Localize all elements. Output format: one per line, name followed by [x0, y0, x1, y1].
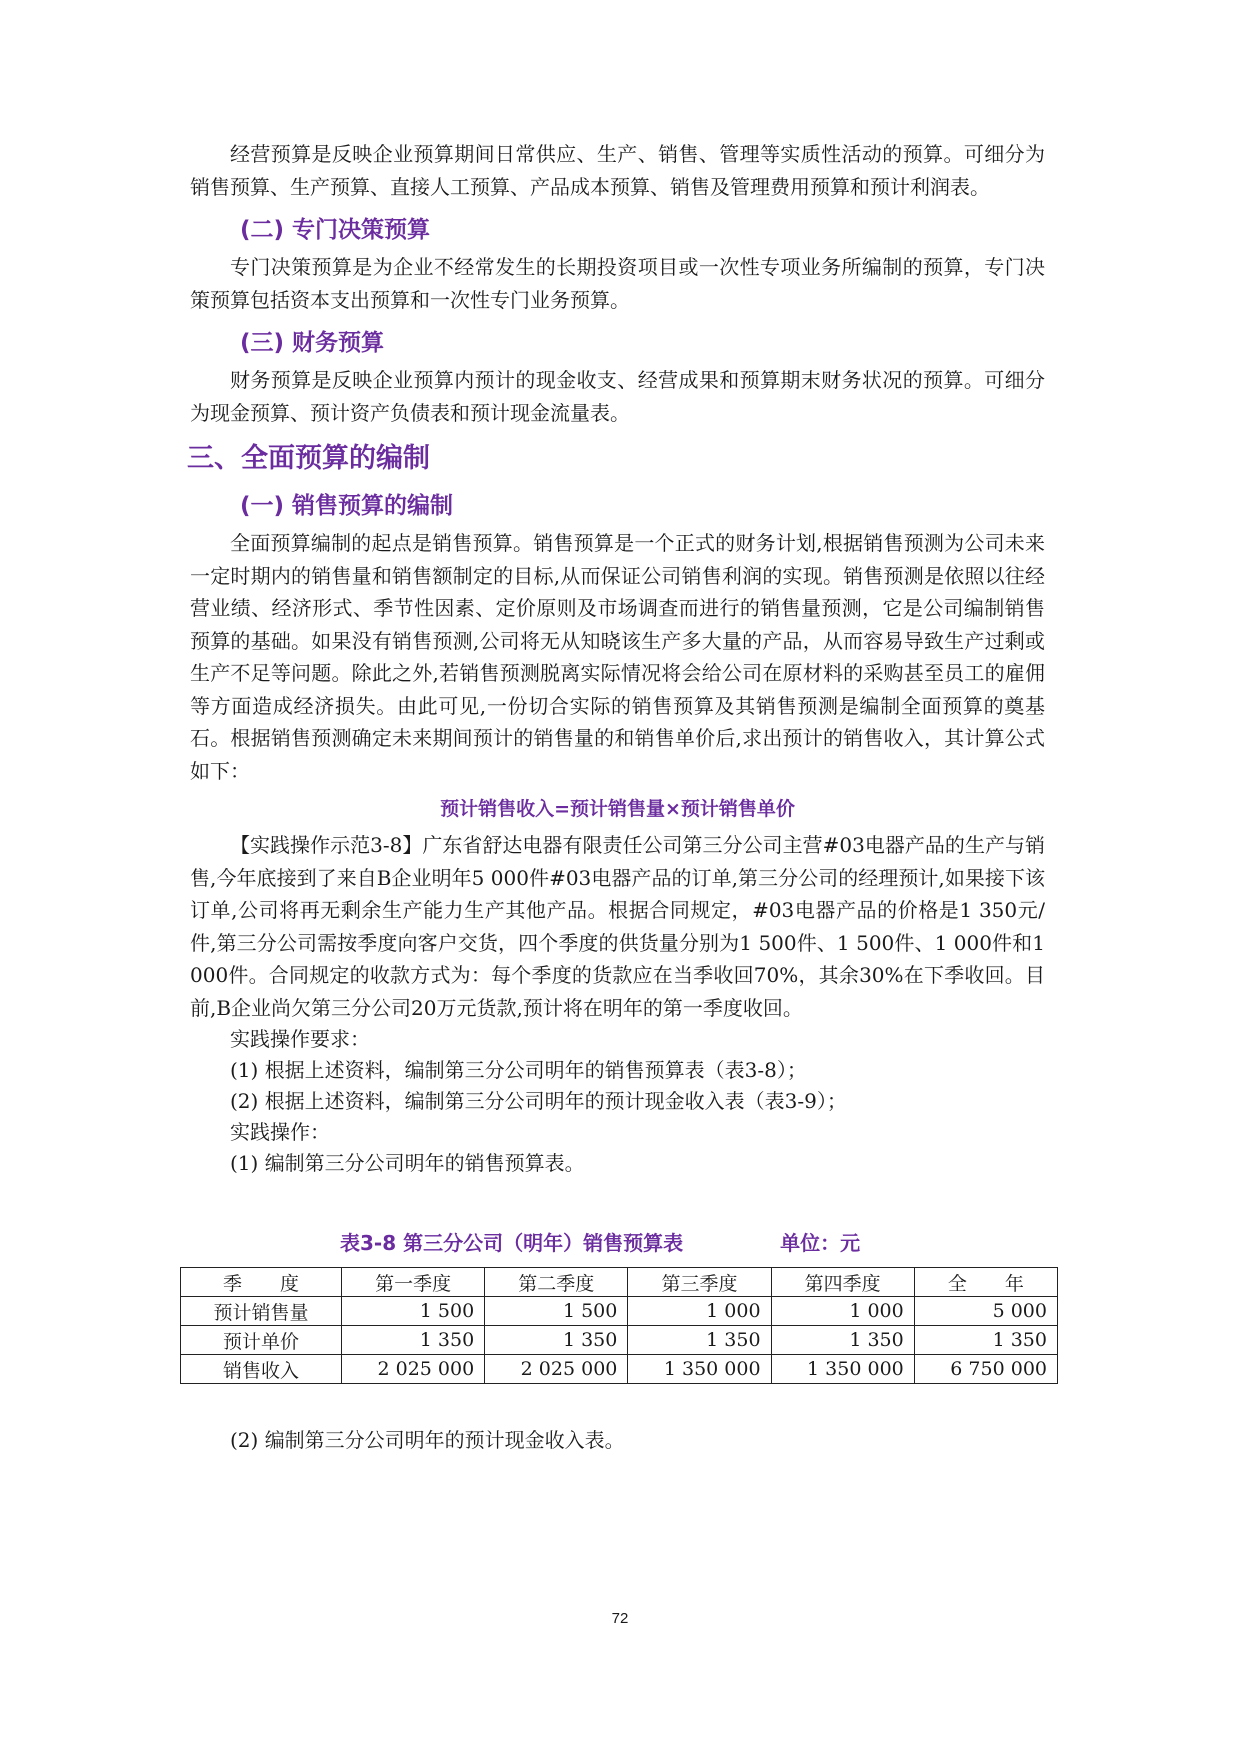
- requirement-item-1: (1) 根据上述资料，编制第三分公司明年的销售预算表（表3-8）；: [230, 1058, 807, 1082]
- table-cell: 2 025 000: [342, 1355, 485, 1384]
- requirements-title: 实践操作要求：: [230, 1027, 370, 1051]
- heading-special-decision-budget: (二) 专门决策预算: [240, 217, 431, 243]
- table-cell: 1 350: [628, 1326, 771, 1355]
- section-heading-budget-compilation: 三、全面预算的编制: [187, 443, 430, 474]
- row-label: 预计单价: [181, 1326, 342, 1355]
- formula-sales-revenue: 预计销售收入=预计销售量×预计销售单价: [440, 798, 795, 820]
- paragraph-special-decision-budget: 专门决策预算是为企业不经常发生的长期投资项目或一次性专项业务所编制的预算，专门决策预算包括资本支出预算和一次性专门业务预算。: [190, 255, 1045, 312]
- operation-item-1: (1) 编制第三分公司明年的销售预算表。: [230, 1151, 585, 1175]
- table-cell: 1 350: [914, 1326, 1057, 1355]
- table-row: [181, 1355, 1058, 1384]
- table-cell: 1 000: [771, 1297, 914, 1326]
- table-cell: 1 350: [771, 1326, 914, 1355]
- table-caption: [190, 1229, 1045, 1257]
- table-cell: 2 025 000: [485, 1355, 628, 1384]
- column-header: 全 年: [914, 1268, 1057, 1297]
- document-page: [187, 138, 1047, 1457]
- table-header-row: [181, 1268, 1058, 1297]
- table-cell: 6 750 000: [914, 1355, 1057, 1384]
- page-number: 72: [611, 1610, 629, 1627]
- column-header: 第二季度: [485, 1268, 628, 1297]
- table-row: [181, 1297, 1058, 1326]
- operation-item-2: (2) 编制第三分公司明年的预计现金收入表。: [230, 1428, 625, 1452]
- table-cell: 1 350 000: [771, 1355, 914, 1384]
- heading-financial-budget: (三) 财务预算: [240, 330, 385, 356]
- paragraph-operating-budget: 经营预算是反映企业预算期间日常供应、生产、销售、管理等实质性活动的预算。可细分为销售预算、生产预算、直接人工预算、产品成本预算、销售及管理费用预算和预计利润表。: [190, 142, 1045, 199]
- paragraph-practice-example: 【实践操作示范3-8】广东省舒达电器有限责任公司第三分公司主营#03电器产品的生产与销售,今年底接到了来自B企业明年5 000件#03电器产品的订单,第三分公司的经理预计,如果接下该订单,公司将再无剩余生产能力生产其他产品。根据合同规定，#03电器产品的价格是1 350元/件,第三分公司需按季度向客户交货，四个季度的供货量分别为1 500件、1 500件、1 000件和1 000件。合同规定的收款方式为：每个季度的货款应在当季收回70%，其余30%在下季收回。目前,B企业尚欠第三分公司20万元货款,预计将在明年的第一季度收回。: [190, 833, 1045, 1020]
- table-cell: 1 350: [485, 1326, 628, 1355]
- sales-budget-table: [180, 1267, 1058, 1384]
- table-title: 表3-8 第三分公司（明年）销售预算表: [340, 1231, 684, 1255]
- table-cell: 5 000: [914, 1297, 1057, 1326]
- column-header: 第四季度: [771, 1268, 914, 1297]
- column-header: 第三季度: [628, 1268, 771, 1297]
- paragraph-sales-budget: 全面预算编制的起点是销售预算。销售预算是一个正式的财务计划,根据销售预测为公司未来一定时期内的销售量和销售额制定的目标,从而保证公司销售利润的实现。销售预测是依照以往经营业绩、经济形式、季节性因素、定价原则及市场调查而进行的销售量预测，它是公司编制销售预算的基础。如果没有销售预测,公司将无从知晓该生产多大量的产品，从而容易导致生产过剩或生产不足等问题。除此之外,若销售预测脱离实际情况将会给公司在原材料的采购甚至员工的雇佣等方面造成经济损失。由此可见,一份切合实际的销售预算及其销售预测是编制全面预算的奠基石。根据销售预测确定未来期间预计的销售量的和销售单价后,求出预计的销售收入，其计算公式如下：: [190, 531, 1045, 783]
- paragraph-financial-budget: 财务预算是反映企业预算内预计的现金收支、经营成果和预算期末财务状况的预算。可细分为现金预算、预计资产负债表和预计现金流量表。: [190, 368, 1045, 425]
- operation-title: 实践操作：: [230, 1120, 330, 1144]
- table-cell: 1 500: [342, 1297, 485, 1326]
- table-row: [181, 1326, 1058, 1355]
- table-cell: 1 350: [342, 1326, 485, 1355]
- table-cell: 1 000: [628, 1297, 771, 1326]
- table-cell: 1 350 000: [628, 1355, 771, 1384]
- requirement-item-2: (2) 根据上述资料，编制第三分公司明年的预计现金收入表（表3-9）；: [230, 1089, 847, 1113]
- column-header: 季 度: [181, 1268, 342, 1297]
- row-label: 销售收入: [181, 1355, 342, 1384]
- heading-sales-budget: (一) 销售预算的编制: [240, 493, 454, 519]
- table-cell: 1 500: [485, 1297, 628, 1326]
- column-header: 第一季度: [342, 1268, 485, 1297]
- row-label: 预计销售量: [181, 1297, 342, 1326]
- table-unit: 单位：元: [780, 1231, 861, 1255]
